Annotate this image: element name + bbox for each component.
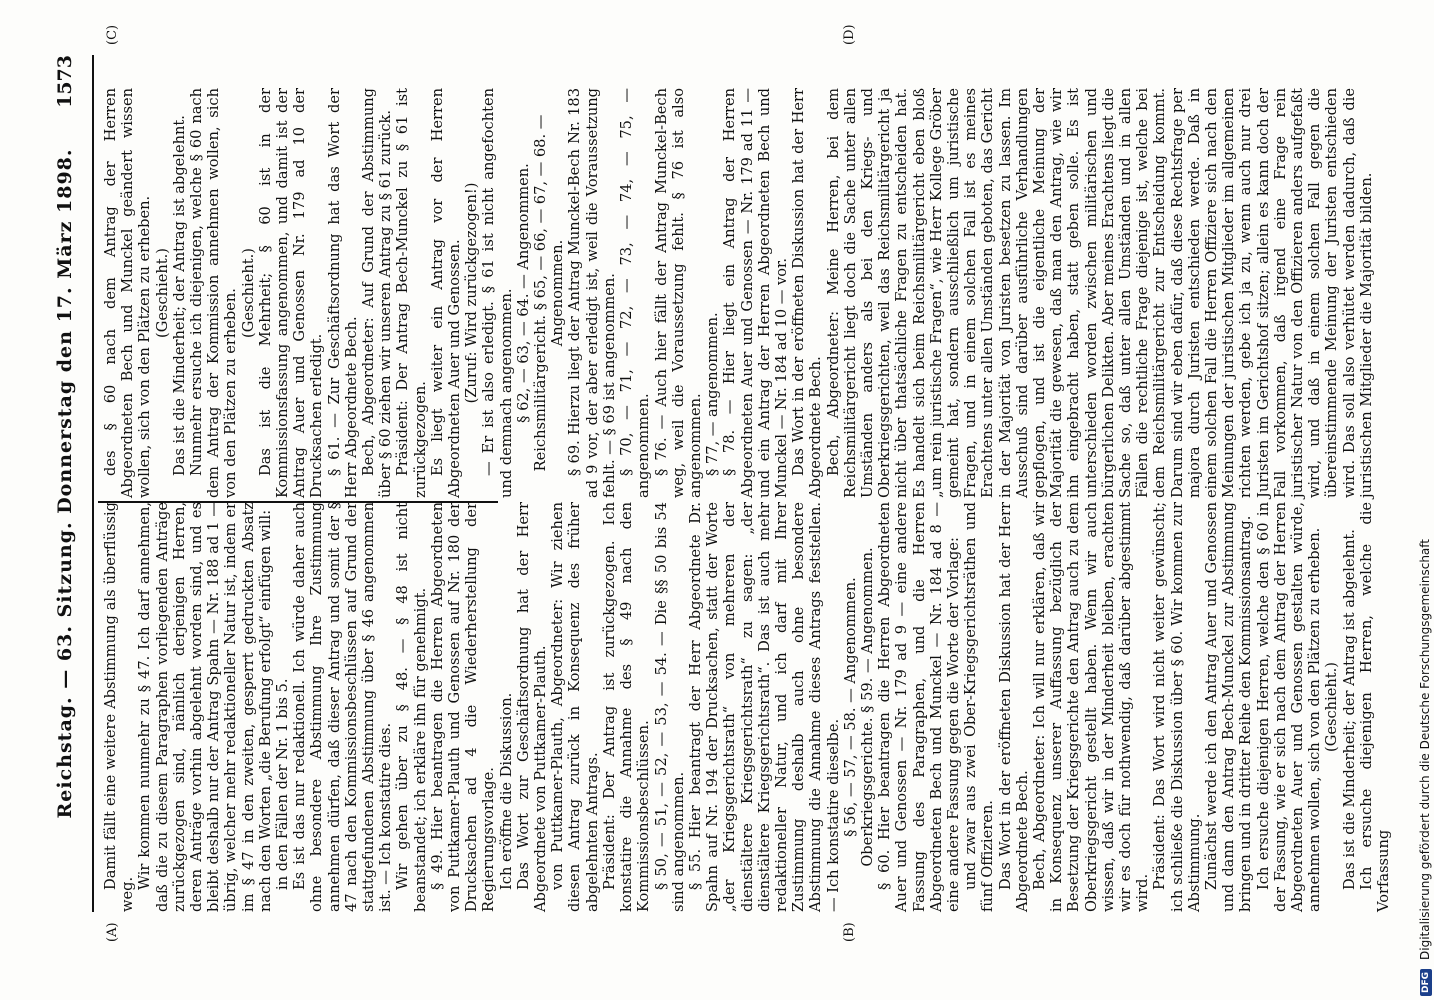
paragraph: § 60. Hier beantragen die Herren Abgeordneten Auer und Genossen — Nr. 179 ad 9 — eine andere Fassung des Paragraphen, und die Herren Abgeordneten Bech und Munckel — Nr. 184 ad 8 — eine andere Fassung gegen die Worte der Vorlage: — [876, 502, 962, 912]
digitization-footer — [1416, 0, 1432, 1000]
paragraph: (Geschieht.) — [1323, 662, 1341, 752]
paragraph: § 69. Hierzu liegt der Antrag Munckel-Bech Nr. 183 ad 9 vor, der aber erledigt ist, weil die Voraussetzung fehlt. — § 69 ist angenommen. — [566, 88, 618, 498]
paragraph: § 55. Hier beantragt der Herr Abgeordnete Dr. Spahn auf Nr. 194 der Drucksachen, statt der Worte „der Kriegsgerichtsrath“ von mehreren der dienstältere Kriegsgerichtsrath“ zu sagen: „der dienstältere Kriegsgerichtsrath“. Das ist auch mehr redaktioneller Natur, und ich darf mit Ihrer Zustimmung deshalb auch ohne besondere Abstimmung die Annahme dieses Antrags feststellen. — Ich konstatire dieselbe. — [686, 502, 842, 912]
paragraph: Wir gehen über zu § 48. — § 48 ist nicht beanstandet; ich erkläre ihn für genehmigt. — [394, 502, 429, 912]
paragraph: Ich eröffne die Diskussion. — [497, 692, 515, 890]
paragraph: Bech, Abgeordneter: Meine Herren, bei dem Reichsmilitärgericht liegt doch die Sache unter allen Umständen anders als bei den Kriegs- und Oberkriegsgerichten, weil das Reichsmilitärgericht ja nicht über thatsächliche Fragen zu entscheiden hat. Es handelt sich beim Reichsmilitärgericht eben bloß „um rein juristische Fragen“, wie Herr Kollege Gröber gemeint hat, sondern ausschließlich um juristische Fragen, und in einem solchen Fall ist es meines Erachtens unter allen Umständen geboten, das Gericht in der Majorität von Juristen besetzen zu lassen. Im Ausschuß sind darüber ausführliche Verhandlungen gepflogen, und ist die eigentliche Meinung der Majorität die gewesen, daß man den Antrag, wie wir ihn eingebracht haben, statt geben solle. Es ist unterschieden worden zwischen militärischen und bürgerlichen Delikten. Aber meines Erachtens liegt die Sache so, daß unter allen Umständen und in allen Fällen die rechtliche Frage diejenige ist, welche bei dem Reichsmilitärgericht zur Entscheidung kommt. Darum sind wir eben dafür, daß diese Rechtsfrage per majora durch Juristen entschieden werde. Daß in einem solchen Fall die Herren Offiziere sich nach den Meinungen der juristischen Mitglieder im allgemeinen richten werden, gebe ich ja zu, wenn auch nur drei Juristen im Gerichtshof sitzen; allein es kann doch der Fall vorkommen, daß irgend eine Frage rein juristischer Natur von den Offizieren anders aufgefaßt wird, und daß in einem solchen Fall gegen die übereinstimmende Meinung der Juristen entschieden wird. Das soll also verhütet werden dadurch, daß die juristischen Mitglieder die Majorität bilden. — [824, 88, 1375, 498]
paragraph: Das Wort zur Geschäftsordnung hat der Herr Abgeordnete von Puttkamer-Plauth. — [514, 502, 550, 912]
margin-mark-a: (A) — [105, 922, 120, 942]
page-header — [50, 55, 88, 912]
paragraph: Nunmehr ersuche ich diejenigen, welche § 60 nach dem Antrag der Kommission annehmen wollen, sich von den Plätzen zu erheben. — [188, 88, 240, 498]
paragraph: Das Wort in der eröffneten Diskussion hat der Herr Abgeordnete Bech. — [790, 88, 825, 498]
paragraph: § 56, — 57, — 58. — Angenommen. — [841, 577, 859, 837]
paragraph: Ich ersuche diejenigen Herren, welche den § 60 in der Fassung, wie er sich nach dem Antrag der Herren Abgeordneten Auer und Genossen gestalten würde, annehmen wollen, sich von den Plätzen zu erheben. — [1254, 502, 1324, 912]
paragraph: Damit fällt eine weitere Abstimmung als überflüssig weg. — [102, 502, 137, 912]
paragraph: (Geschieht.) — [153, 248, 171, 338]
dfg-logo: DFG — [1420, 969, 1432, 996]
paragraph: Es ist das nur redaktionell. Ich würde daher auch ohne besondere Abstimmung Ihre Zustimmung annehmen dürfen, daß dieser Antrag und somit der § 47 nach den Kommissionsbeschlüssen auf Grund der stattgefundenen Abstimmung über § 46 angenommen ist. — Ich konstatire dies. — [291, 502, 395, 912]
paragraph: des § 60 nach dem Antrag der Herren Abgeordneten Bech und Munckel geändert wissen wollen, sich von den Plätzen zu erheben. — [102, 88, 154, 498]
header-rule — [92, 55, 94, 912]
paragraph: — Er ist also erledigt. § 61 ist nicht angefochten und demnach angenommen. — [480, 88, 515, 498]
paragraph: in den Fällen der Nr. 1 bis 5. — [274, 678, 292, 890]
paragraph: (Geschieht.) — [239, 248, 257, 338]
margin-mark-b: (B) — [842, 922, 857, 942]
paragraph: § 76. — Auch hier fällt der Antrag Munckel-Bech weg, weil die Voraussetzung fehlt. § 76 ist also angenommen. — [652, 88, 704, 498]
paragraph: Präsident: Der Antrag ist zurückgezogen. Ich konstatire die Annahme des § 49 nach den Kommissionsbeschlüssen. — [600, 502, 653, 912]
paragraph: Reichsmilitärgericht. § 65, — 66, — 67, — 68. — Angenommen. — [532, 114, 567, 472]
paragraph: Bech, Abgeordneter: Ich will nur erklären, daß wir in Konsequenz unserer Auffassung bezüglich der Besetzung der Kriegsgerichte den Antrag auch zu dem Oberkriegsgericht gestellt haben. Wenn wir auch wissen, daß wir in der Minderheit bleiben, erachten wir es doch für nothwendig, daß darüber abgestimmt wird. — [1030, 502, 1152, 912]
digitization-credit: Digitalisierung gefördert durch die Deutsche Forschungsgemeinschaft — [1418, 538, 1432, 960]
paragraph: (Zuruf: Wird zurückgezogen!) — [463, 182, 481, 404]
paragraph: § 78. — Hier liegt ein Antrag der Herren Abgeordneten Auer und Genossen — Nr. 179 ad 11 — und ein Antrag der Herren Abgeordneten Bech und Munckel — Nr. 184 ad 10 — vor. — [721, 88, 790, 498]
paragraph: von Puttkamer-Plauth, Abgeordneter: Wir ziehen diesen Antrag zurück in Konsequenz des früher abgelehnten Antrags. — [549, 502, 601, 912]
paragraph: Das ist die Mehrheit; § 60 ist in der Kommissionsfassung angenommen, und damit ist der Antrag Auer und Genossen Nr. 179 ad 10 der Drucksachen erledigt. — [256, 88, 326, 498]
paragraph: § 61. — Zur Geschäftsordnung hat das Wort der Herr Abgeordnete Bech. — [325, 88, 360, 498]
right-column — [102, 88, 1375, 498]
paragraph: Das ist die Minderheit; der Antrag ist abgelehnt. — [170, 115, 188, 476]
paragraph: Präsident: Das Wort wird nicht weiter gewünscht; ich schließe die Diskussion über § 60. Wir kommen zur Abstimmung. — [1151, 502, 1203, 912]
paragraph: Oberkriegsgerichte. § 59. — Angenommen. — [858, 547, 876, 867]
paragraph: Ich ersuche diejenigen Herren, welche die Vorfassung — [1357, 502, 1393, 912]
margin-mark-d: (D) — [842, 24, 857, 45]
paragraph: § 50, — 51, — 52, — 53, — 54. — Die §§ 50 bis 54 sind angenommen. — [652, 502, 687, 912]
paragraph: § 70, — 71, — 72, — 73, — 74, — 75, — angenommen. — [618, 88, 653, 498]
page-number: 1573 — [54, 55, 76, 108]
margin-mark-c: (C) — [105, 24, 120, 45]
paragraph: und zwar aus zwei Ober-Kriegsgerichtsräthen und fünf Offizieren. — [962, 502, 997, 912]
paragraph: Präsident: Der Antrag Bech-Munckel zu § 61 ist zurückgezogen. — [394, 88, 429, 498]
paragraph: Bech, Abgeordneter: Auf Grund der Abstimmung über § 60 ziehen wir unseren Antrag zu § 61 zurück. — [360, 88, 395, 498]
left-column — [102, 502, 1392, 912]
paragraph: Das Wort in der eröffneten Diskussion hat der Herr Abgeordnete Bech. — [996, 502, 1031, 912]
page-title: Reichstag. — 63. Sitzung. Donnerstag den 17. März 1898. — [54, 148, 76, 819]
paragraph: § 49. Hier beantragen die Herren Abgeordneten von Puttkamer-Plauth und Genossen auf Nr. 180 der Drucksachen ad 4 die Wiederherstellung der Regierungsvorlage. — [428, 502, 498, 912]
paragraph: Zunächst werde ich den Antrag Auer und Genossen und dann den Antrag Bech-Munckel zur Abstimmung bringen und in dritter Reihe den Kommissionsantrag. — [1203, 502, 1255, 912]
paragraph: Es liegt weiter ein Antrag vor der Herren Abgeordneten Auer und Genossen. — [428, 88, 464, 498]
paragraph: § 62, — 63, — 64. — Angenommen. — [514, 163, 532, 423]
paragraph: Das ist die Minderheit; der Antrag ist abgelehnt. — [1340, 529, 1358, 890]
paragraph: Wir kommen nunmehr zu § 47. Ich darf annehmen, daß die zu diesem Paragraphen vorliegenden Anträge zurückgezogen sind, nämlich derjenigen Herren, deren Anträge vorhin abgelehnt worden sind, und es bleibt deshalb nur der Antrag Spahn — Nr. 188 ad 1 — übrig, welcher mehr redaktioneller Natur ist, indem er im § 47 in den zweiten, gesperrt gedruckten Absatz nach den Worten „die Berufung erfolgt“ einfügen will: — [136, 502, 274, 912]
paragraph: § 77, — angenommen. — [704, 312, 722, 476]
